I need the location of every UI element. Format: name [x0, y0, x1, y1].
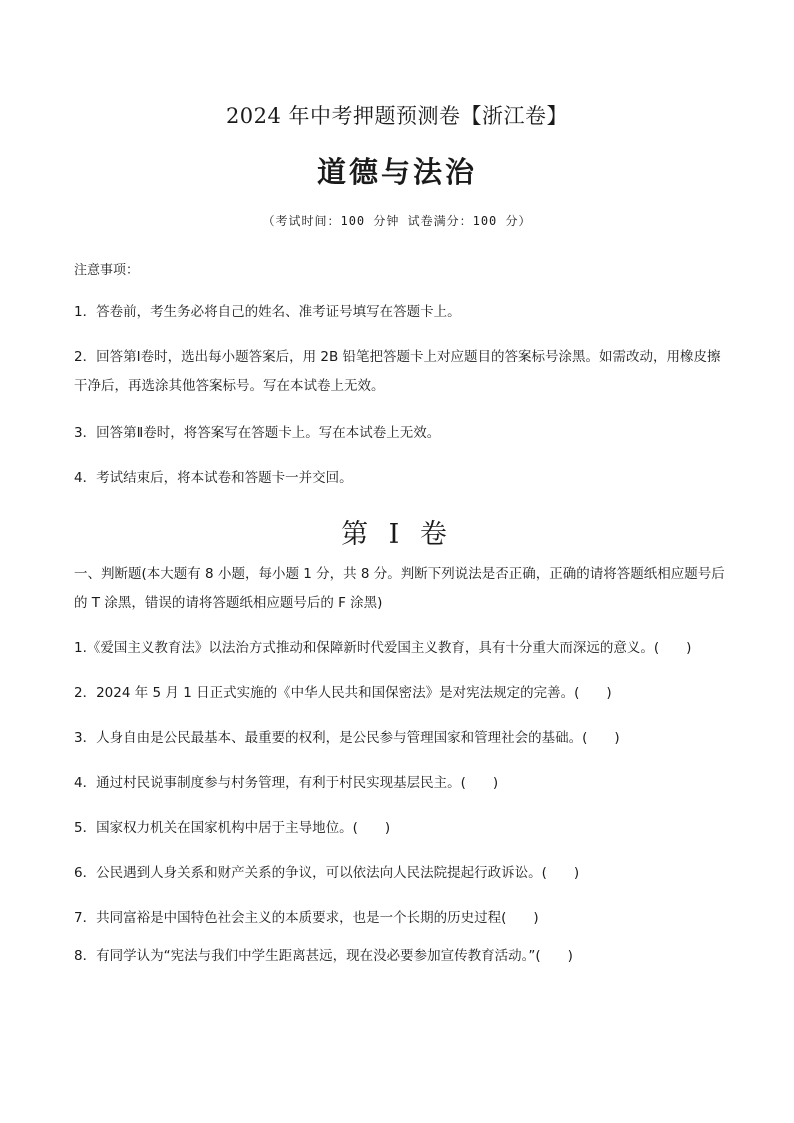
question-2: 2．2024 年 5 月 1 日正式实施的《中华人民共和国保密法》是对宪法规定的完善。( ) — [74, 685, 612, 701]
note-item-1: 1．答卷前，考生务必将自己的姓名、准考证号填写在答题卡上。 — [74, 304, 461, 320]
subject-title: 道德与法治 — [316, 155, 477, 189]
exam-time-and-score: （考试时间：100 分钟 试卷满分：100 分） — [262, 214, 532, 228]
question-5: 5．国家权力机关在国家机构中居于主导地位。( ) — [74, 820, 391, 836]
question-4: 4．通过村民说事制度参与村务管理，有利于村民实现基层民主。( ) — [74, 775, 499, 791]
note-item-2: 2．回答第Ⅰ卷时，选出每小题答案后，用 2B 铅笔把答题卡上对应题目的答案标号涂黑。如需改动，用橡皮擦干净后，再选涂其他答案标号。写在本试卷上无效。 — [74, 349, 721, 394]
question-1: 1.《爱国主义教育法》以法治方式推动和保障新时代爱国主义教育，具有十分重大而深远的意义。( ) — [74, 640, 692, 656]
note-item-3: 3．回答第Ⅱ卷时，将答案写在答题卡上。写在本试卷上无效。 — [74, 425, 441, 441]
question-3: 3．人身自由是公民最基本、最重要的权利，是公民参与管理国家和管理社会的基础。( ) — [74, 730, 620, 746]
exam-title: 2024 年中考押题预测卷【浙江卷】 — [225, 104, 569, 128]
note-item-4: 4．考试结束后，将本试卷和答题卡一并交回。 — [74, 470, 353, 486]
question-6: 6．公民遇到人身关系和财产关系的争议，可以依法向人民法院提起行政诉讼。( ) — [74, 865, 580, 881]
question-8: 8．有同学认为“宪法与我们中学生距离甚远，现在没必要参加宣传教育活动。”( ) — [74, 948, 573, 964]
notes-heading: 注意事项： — [74, 263, 140, 278]
section-title: 第 I 卷 — [341, 519, 453, 550]
section-instruction: 一、判断题(本大题有 8 小题，每小题 1 分，共 8 分。判断下列说法是否正确，正确的请将答题纸相应题号后的 T 涂黑，错误的请将答题纸相应题号后的 F 涂黑) — [74, 566, 725, 611]
question-7: 7．共同富裕是中国特色社会主义的本质要求，也是一个长期的历史过程( ) — [74, 910, 539, 926]
